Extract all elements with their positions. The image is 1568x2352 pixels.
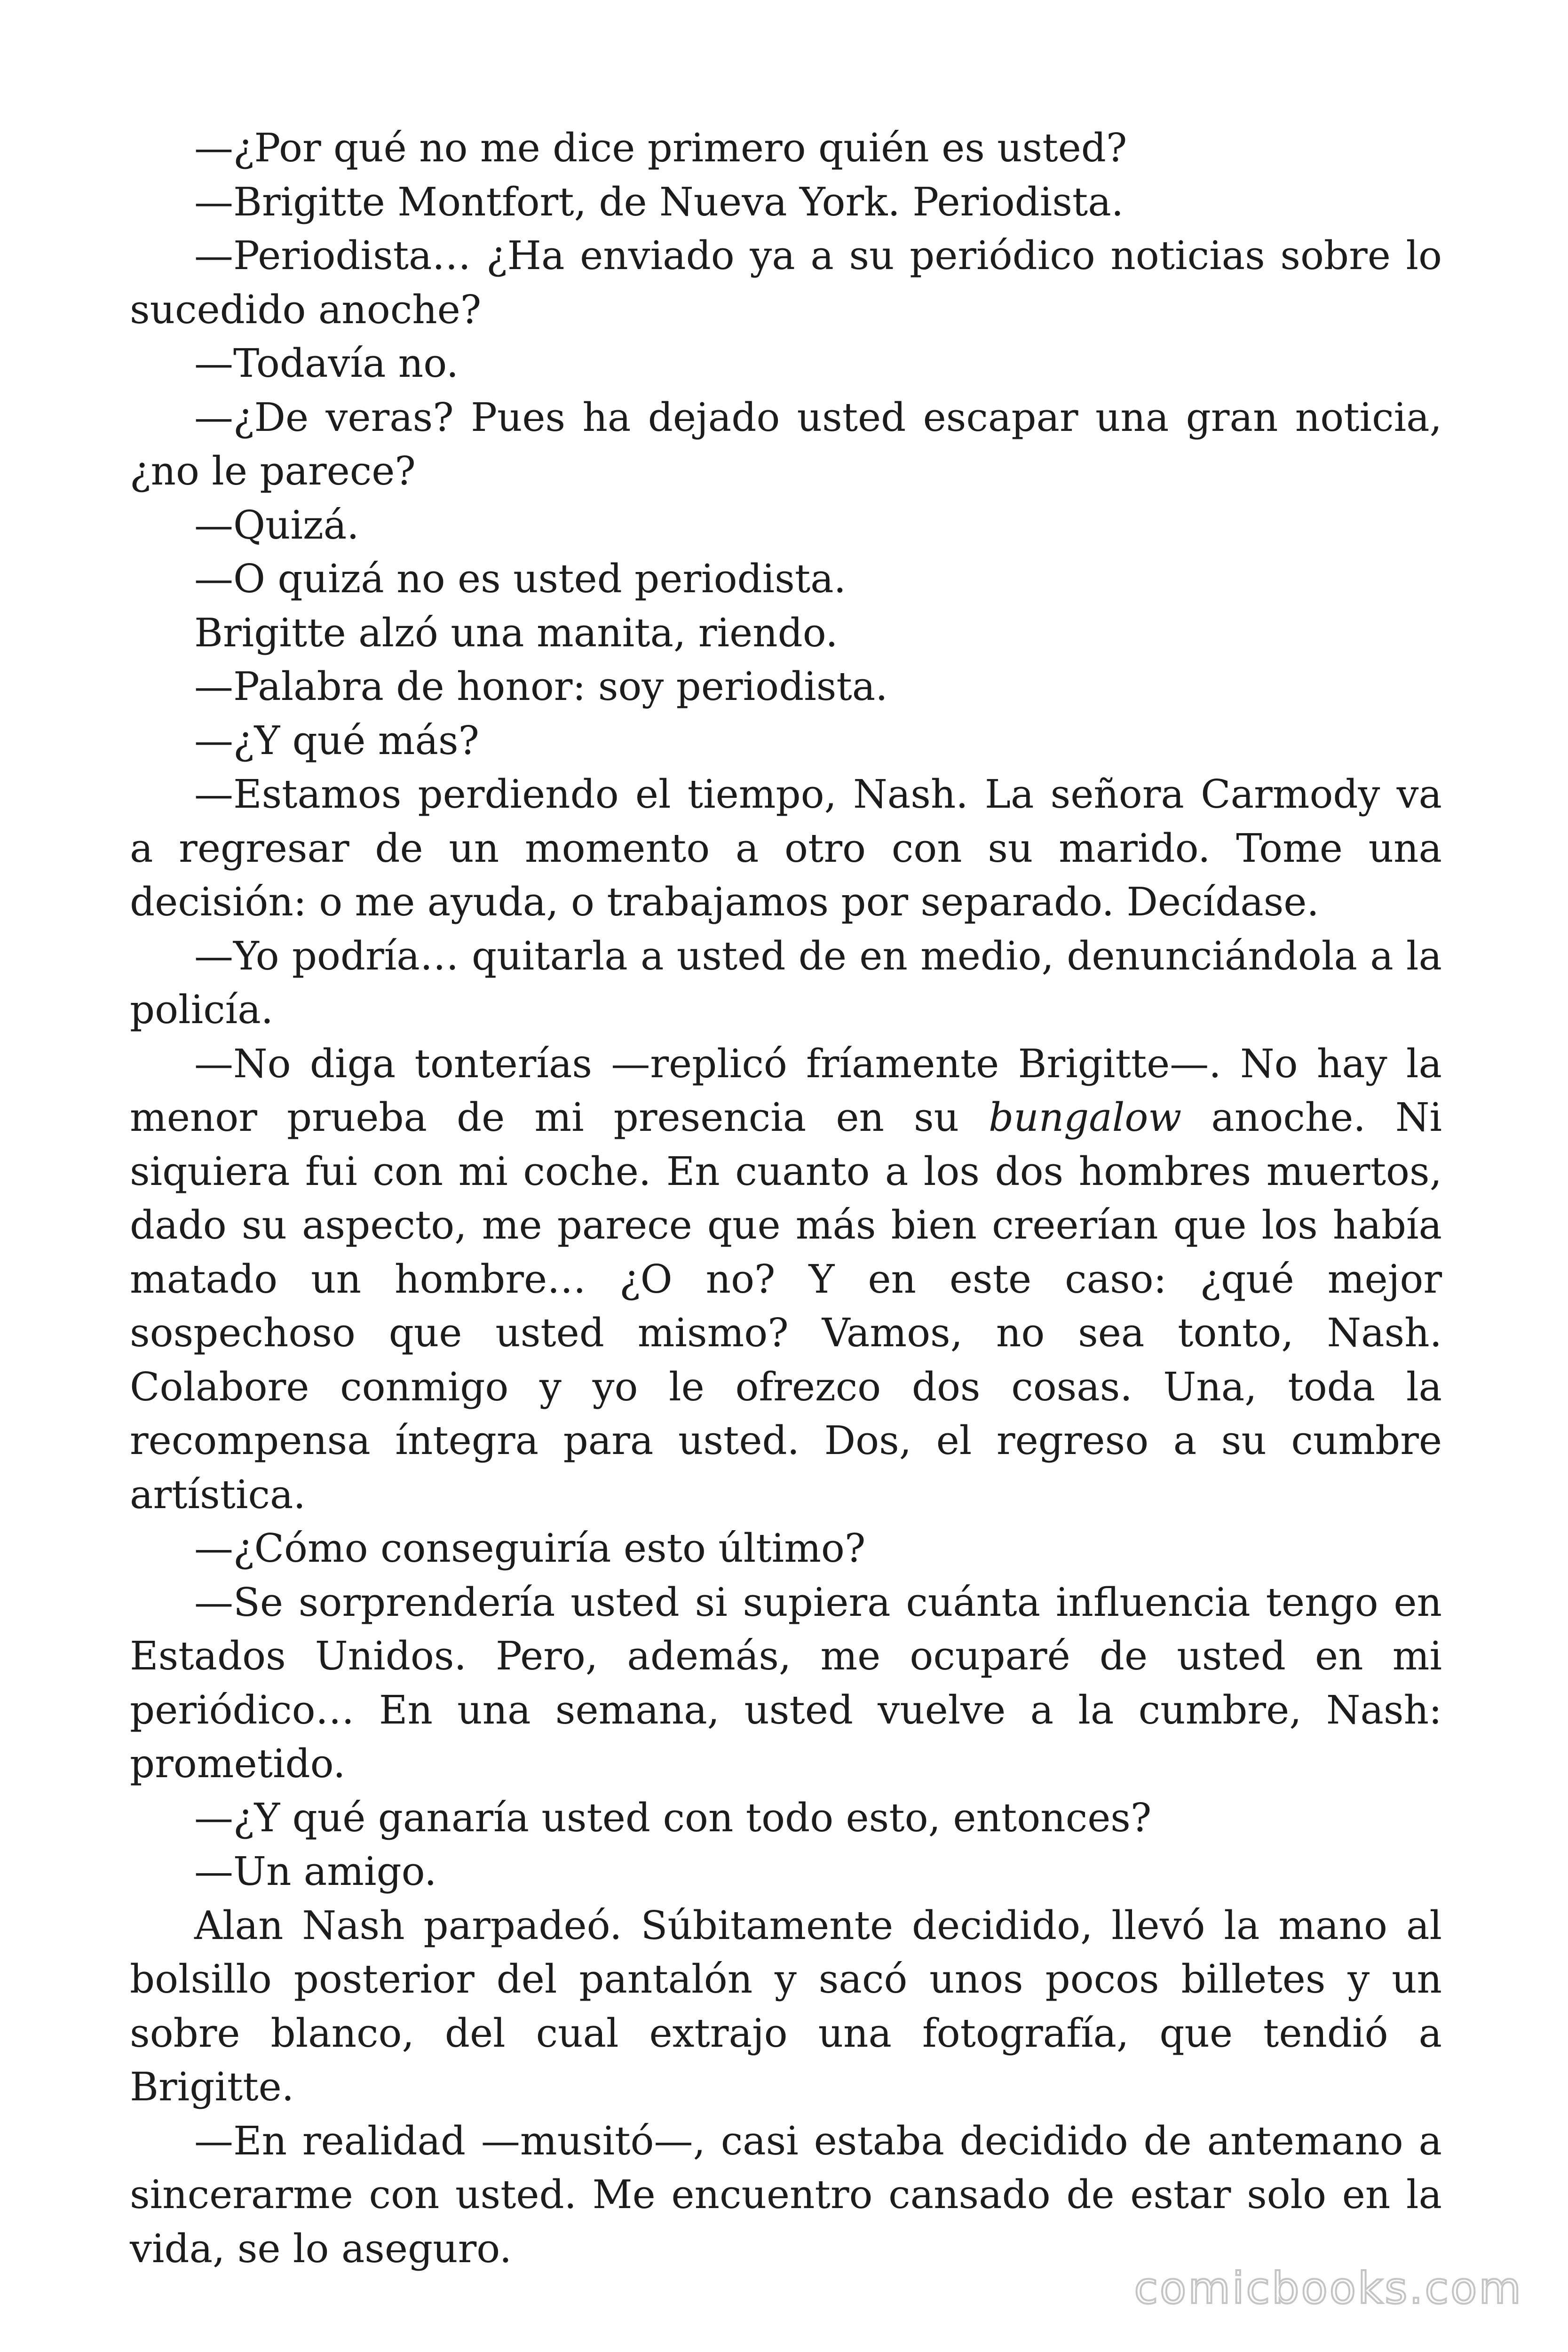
paragraph-with-italic <box>130 1037 1442 1522</box>
paragraph: —¿Cómo conseguiría esto último? <box>194 1526 866 1571</box>
paragraph: —Yo podría… quitarla a usted de en medio, denunciándola a la policía. <box>130 933 1442 1033</box>
paragraph: —¿Y qué más? <box>194 717 480 763</box>
paragraph: —¿Por qué no me dice primero quién es usted? <box>194 125 1127 171</box>
paragraph-text-before: —No diga tonterías —replicó fríamente Brigitte—. No hay la menor prueba de mi presencia en su <box>130 1041 1442 1140</box>
paragraph: —O quizá no es usted periodista. <box>194 556 847 602</box>
watermark: comicbooks.com <box>1134 2263 1523 2313</box>
paragraph: —Estamos perdiendo el tiempo, Nash. La señora Carmody va a regresar de un momento a otro con su marido. Tome una decisión: o me ayuda, o trabajamos por separado. Decídase. <box>130 771 1442 925</box>
italic-word: bungalow <box>989 1095 1182 1140</box>
paragraph: Brigitte alzó una manita, riendo. <box>194 610 838 656</box>
paragraph-text-after: anoche. Ni siquiera fui con mi coche. En cuanto a los dos hombres muertos, dado su aspecto, me parece que más bien creerían que los había matado un hombre… ¿O no? Y en este caso: ¿qué mejor sospechoso que usted mismo? Vamos, no sea tonto, Nash. Colabore conmigo y yo le ofrezco dos cosas. Una, toda la recompensa íntegra para usted. Dos, el regreso a su cumbre artística. <box>130 1095 1442 1518</box>
paragraph: —Todavía no. <box>194 341 459 386</box>
book-page-text <box>130 121 1442 2276</box>
paragraph: —¿De veras? Pues ha dejado usted escapar una gran noticia, ¿no le parece? <box>130 394 1442 494</box>
paragraph: —¿Y qué ganaría usted con todo esto, entonces? <box>194 1795 1152 1841</box>
paragraph: —Periodista… ¿Ha enviado ya a su periódico noticias sobre lo sucedido anoche? <box>130 233 1442 333</box>
paragraph: —Se sorprendería usted si supiera cuánta influencia tengo en Estados Unidos. Pero, además, me ocuparé de usted en mi periódico… En una semana, usted vuelve a la cumbre, Nash: prometido. <box>130 1579 1442 1787</box>
paragraph: —En realidad —musitó—, casi estaba decidido de antemano a sincerarme con usted. Me encuentro cansado de estar solo en la vida, se lo aseguro. <box>130 2118 1442 2272</box>
paragraph: —Un amigo. <box>194 1849 437 1894</box>
paragraph: —Quizá. <box>194 502 359 548</box>
paragraph: Alan Nash parpadeó. Súbitamente decidido, llevó la mano al bolsillo posterior del pantalón y sacó unos pocos billetes y un sobre blanco, del cual extrajo una fotografía, que tendió a Brigitte. <box>130 1902 1442 2110</box>
paragraph: —Brigitte Montfort, de Nueva York. Periodista. <box>194 179 1124 225</box>
paragraph: —Palabra de honor: soy periodista. <box>194 664 888 709</box>
